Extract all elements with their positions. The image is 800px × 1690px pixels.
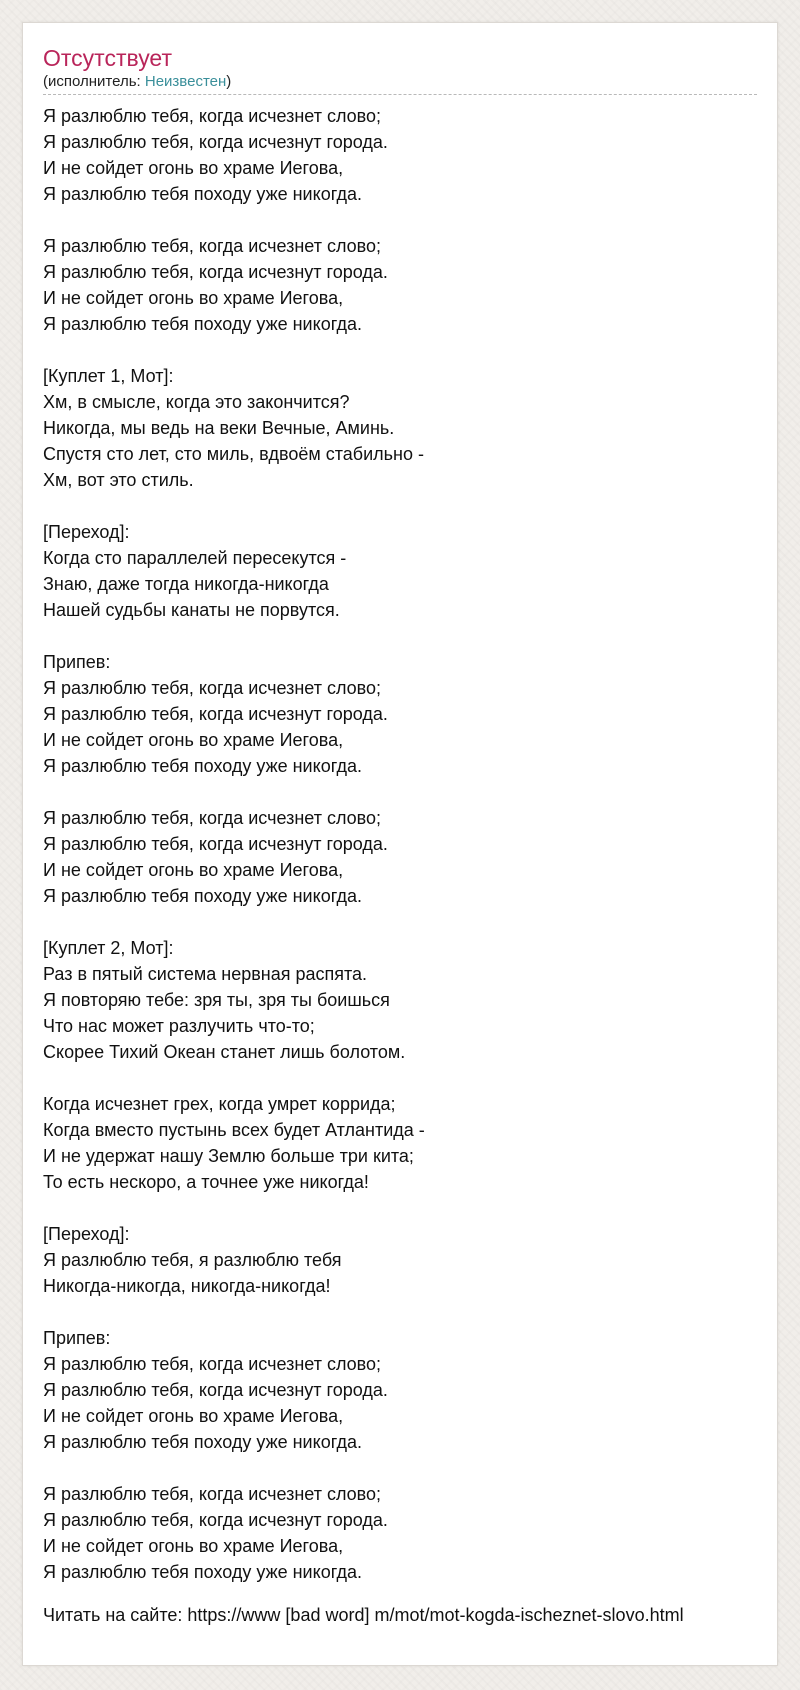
lyric-line: Я разлюблю тебя походу уже никогда.	[43, 886, 362, 906]
lyric-line: И не сойдет огонь во храме Иегова,	[43, 1536, 344, 1556]
lyric-line: Знаю, даже тогда никогда-никогда	[43, 574, 329, 594]
lyric-line: Я разлюблю тебя, когда исчезнут города.	[43, 1510, 388, 1530]
artist-suffix: )	[226, 73, 232, 90]
lyric-line: Я разлюблю тебя, когда исчезнет слово;	[43, 1354, 382, 1374]
lyric-line: Я разлюблю тебя, когда исчезнет слово;	[43, 808, 382, 828]
lyric-line: Никогда-никогда, никогда-никогда!	[43, 1276, 331, 1296]
lyric-line: [Куплет 1, Мот]:	[43, 366, 174, 386]
lyric-line: То есть нескоро, а точнее уже никогда!	[43, 1172, 369, 1192]
lyric-line: Я разлюблю тебя, когда исчезнет слово;	[43, 1484, 382, 1504]
lyric-line: Нашей судьбы канаты не порвутся.	[43, 600, 340, 620]
lyric-line: Я разлюблю тебя походу уже никогда.	[43, 184, 362, 204]
lyric-line	[43, 493, 757, 519]
lyrics-card	[22, 22, 778, 1666]
lyric-line: Я разлюблю тебя походу уже никогда.	[43, 314, 362, 334]
lyric-line: Я разлюблю тебя, когда исчезнут города.	[43, 1380, 388, 1400]
lyric-line	[43, 623, 757, 649]
lyric-line: Я разлюблю тебя, когда исчезнут города.	[43, 834, 388, 854]
artist-link[interactable]: Неизвестен	[144, 73, 227, 90]
lyric-line: И не удержат нашу Землю больше три кита;	[43, 1146, 414, 1166]
lyric-line: Никогда, мы ведь на веки Вечные, Аминь.	[43, 418, 395, 438]
lyrics-body	[43, 103, 757, 1585]
lyric-line: Когда вместо пустынь всех будет Атлантида -	[43, 1120, 425, 1140]
lyric-line	[43, 337, 757, 363]
lyric-line: Я разлюблю тебя, когда исчезнет слово;	[43, 678, 382, 698]
lyric-line: [Переход]:	[43, 522, 130, 542]
source-link-text: Читать на сайте: https://www [bad word] m/mot/mot-kogda-ischeznet-slovo.html	[43, 1605, 684, 1625]
lyric-line: [Куплет 2, Мот]:	[43, 938, 174, 958]
lyric-line: Я разлюблю тебя походу уже никогда.	[43, 756, 362, 776]
lyric-line: Я разлюблю тебя, когда исчезнет слово;	[43, 236, 382, 256]
lyric-line: И не сойдет огонь во храме Иегова,	[43, 288, 344, 308]
lyric-line: Припев:	[43, 652, 111, 672]
lyric-line: Хм, в смысле, когда это закончится?	[43, 392, 350, 412]
song-title: Отсутствует	[43, 45, 172, 71]
lyric-line: Раз в пятый система нервная распята.	[43, 964, 368, 984]
lyric-line: Я разлюблю тебя, когда исчезнут города.	[43, 262, 388, 282]
lyric-line: Я повторяю тебе: зря ты, зря ты боишься	[43, 990, 390, 1010]
lyric-line	[43, 1195, 757, 1221]
lyric-line: Я разлюблю тебя походу уже никогда.	[43, 1562, 362, 1582]
lyric-line: [Переход]:	[43, 1224, 130, 1244]
lyric-line: Спустя сто лет, сто миль, вдвоём стабильно -	[43, 444, 424, 464]
lyric-line	[43, 1299, 757, 1325]
lyric-line: Когда сто параллелей пересекутся -	[43, 548, 347, 568]
lyric-line: И не сойдет огонь во храме Иегова,	[43, 860, 344, 880]
lyric-line: И не сойдет огонь во храме Иегова,	[43, 158, 344, 178]
lyric-line	[43, 1065, 757, 1091]
lyric-line: И не сойдет огонь во храме Иегова,	[43, 1406, 344, 1426]
lyric-line: И не сойдет огонь во храме Иегова,	[43, 730, 344, 750]
lyric-line: Когда исчезнет грех, когда умрет коррида;	[43, 1094, 396, 1114]
lyric-line: Я разлюблю тебя, я разлюблю тебя	[43, 1250, 342, 1270]
lyric-line	[43, 779, 757, 805]
artist-line	[43, 73, 757, 95]
lyric-line: Я разлюблю тебя, когда исчезнет слово;	[43, 106, 382, 126]
lyric-line: Я разлюблю тебя, когда исчезнут города.	[43, 132, 388, 152]
lyric-line: Хм, вот это стиль.	[43, 470, 194, 490]
lyric-line	[43, 909, 757, 935]
lyric-line: Припев:	[43, 1328, 111, 1348]
lyric-line	[43, 207, 757, 233]
lyric-line: Я разлюблю тебя, когда исчезнут города.	[43, 704, 388, 724]
lyric-line: Что нас может разлучить что-то;	[43, 1016, 315, 1036]
lyric-line: Я разлюблю тебя походу уже никогда.	[43, 1432, 362, 1452]
lyric-line: Скорее Тихий Океан станет лишь болотом.	[43, 1042, 406, 1062]
artist-prefix: (исполнитель:	[43, 73, 145, 90]
lyric-line	[43, 1455, 757, 1481]
